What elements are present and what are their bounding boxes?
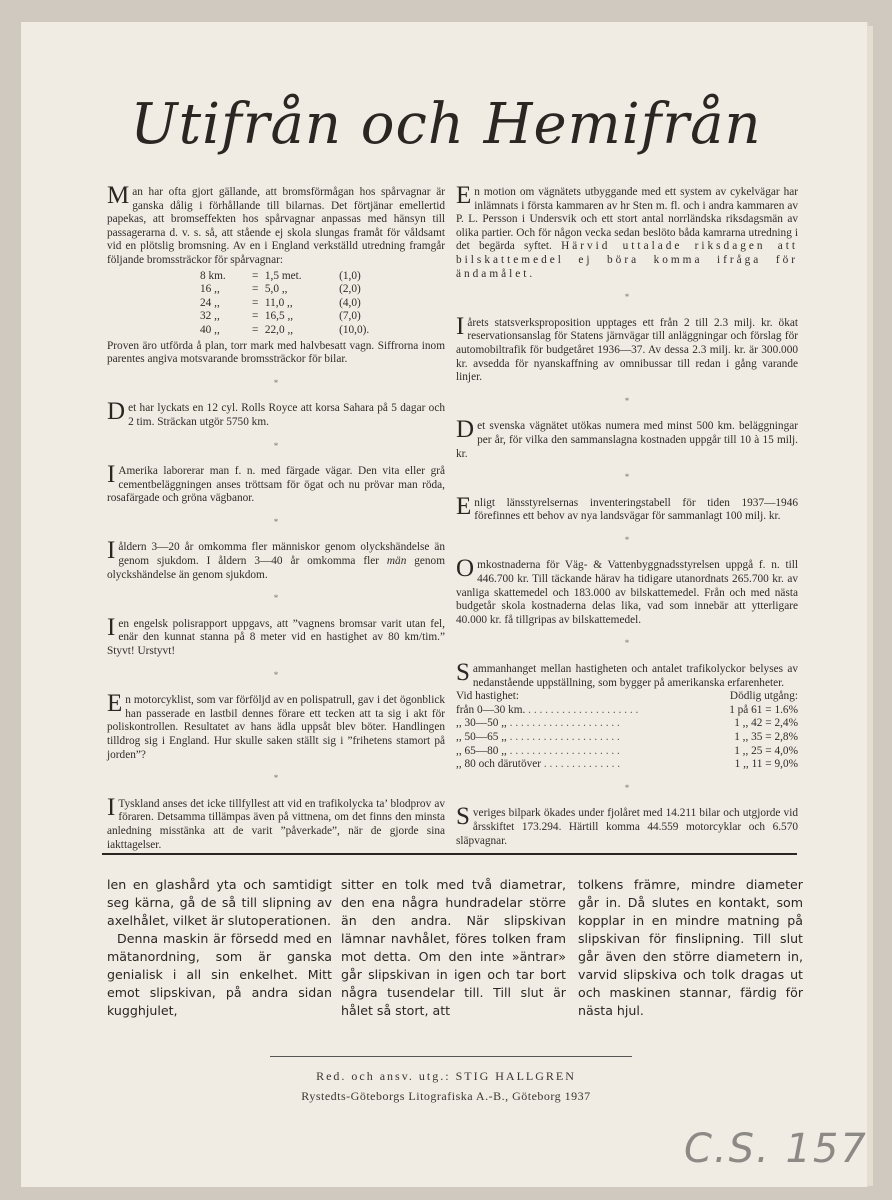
- right-column: [456, 182, 799, 858]
- brake-row: [200, 324, 400, 338]
- speed-row: [456, 745, 798, 759]
- brake-eq: =: [252, 323, 259, 336]
- page-title: Utifrån och Hemifrån: [130, 92, 762, 157]
- article-text: årets statsverksproposition upptages ett från 2 till 2.3 milj. kr. ökat reservationsanslag för Statens järnvägar till anläggningar och förslag för automobiltrafik för budgetåret 1936—37. Av dessa 2.3 milj. kr. är 300.000 kr. avsedda för nyanskaffning av omnibussar till redan i gång varande linjer.: [456, 316, 798, 384]
- speed-row: [456, 704, 798, 718]
- speed-label: ,, 80 och därutöver: [456, 758, 542, 771]
- article-speed-accidents: [456, 659, 798, 772]
- drop-cap: E: [107, 690, 123, 718]
- speed-label: från 0—30 km.: [456, 703, 526, 716]
- separator-star: *: [624, 534, 630, 545]
- left-column: [107, 182, 445, 862]
- article-road-network: [456, 416, 798, 461]
- speed-range: ,, 65—80 ,, . . . . . . . . . . . . . . . . . . . .: [456, 744, 620, 757]
- article-brakes: [107, 182, 445, 367]
- article-budget: [456, 312, 798, 385]
- article-text: et svenska vägnätet utökas numera med minst 500 km. beläggningar per år, för vilka den sammanslagna kostnaden uppgår till 10 à 15 milj. kr.: [456, 420, 798, 460]
- separator-star: *: [273, 377, 279, 388]
- article-text: åldern 3—20 år omkomma fler människor genom olyckshändelse än genom sjukdom. I åldern 3—40 år omkomma fler: [118, 541, 445, 568]
- drop-cap: M: [107, 182, 130, 209]
- brake-row: [200, 297, 400, 311]
- separator-star: *: [273, 773, 279, 784]
- section-divider: [102, 853, 797, 855]
- article-text: an har ofta gjort gällande, att bromsförmågan hos spårvagnar är ganska dålig i förhållande till bilarnas. Det förtjänar emellertid papekas, att bromseffekten hos spårvagnar anpassas med hänsyn till passagerarna d. v. s. så, att stående ej skola slungas framåt för våldsamt vid en plötslig bromsning. Av en i England verkställd utredning framgår följande bromssträckor för spårvagnar:: [107, 186, 445, 266]
- drop-cap: E: [456, 492, 472, 520]
- article-text: Tyskland anses det icke tillfyllest att vid en trafikolycka ta’ blodprov av föraren. Detsamma tillämpas även på vittnena, om det finns den minsta anledning misstänka att de varit ”påverkade”, när de gjorde sina iakttagelser.: [107, 797, 445, 851]
- brake-speed: 8 km.: [200, 269, 226, 282]
- bottom-paragraph: Denna maskin är försedd med en mätanordning, som är ganska genialisk i all sin enkelhet. Mitt emot slipskivan, på andra sidan kugghjulet,: [107, 931, 332, 1018]
- fatality-rate: 1 ,, 11 = 9,0%: [734, 758, 798, 771]
- fatality-rate: 1 ,, 42 = 2,4%: [734, 717, 798, 730]
- article-sahara: [107, 398, 445, 429]
- spaced-text: Härvid uttalade riksdagen att bilskattemedel ej böra komma ifråga för ändamålet.: [456, 240, 799, 280]
- brake-car: (1,0): [339, 269, 361, 282]
- brake-car: (10,0).: [339, 323, 370, 336]
- brake-row: [200, 283, 400, 297]
- article-text: en engelsk polisrapport uppgavs, att ”vagnens bromsar varit utan fel, enär den kunnat stanna på 8 meter vid en hastighet av 80 km/tim.” Styvt! Urstyvt!: [107, 617, 445, 658]
- speed-range: ,, 30—50 ,, . . . . . . . . . . . . . . . . . . . .: [456, 717, 620, 730]
- fatality-rate: 1 ,, 35 = 2,8%: [734, 731, 798, 743]
- footer-editor: Red. och ansv. utg.: STIG HALLGREN: [316, 1069, 576, 1083]
- article-costs: [456, 555, 798, 627]
- article-text: Amerika laborerar man f. n. med färgade vägar. Den vita eller grå cementbeläggningen anses tröttsam för ögat och nu prövar man röda, rosafärgade och gröna vägbanor.: [107, 465, 445, 505]
- separator-star: *: [273, 593, 279, 604]
- article-car-fleet: [456, 803, 798, 848]
- brake-eq: =: [252, 283, 259, 296]
- drop-cap: I: [107, 537, 116, 565]
- separator-star: *: [624, 292, 630, 303]
- drop-cap: I: [107, 613, 116, 641]
- handwritten-annotation: C.S. 157: [684, 1126, 868, 1172]
- article-germany: [107, 793, 445, 852]
- brake-tram: 11,0 ,,: [264, 296, 293, 309]
- bottom-paragraph: tolkens främre, mindre diameter går in. Då slutes en kontakt, som kopplar in en mindre matning på slipskivan för finslipning. Till slut går även den större diametern in, varvid slipskiva och tolk dragas ut och maskinen stannar, färdig för nästa hjul.: [578, 877, 803, 1018]
- bottom-paragraph: len en glashård yta och samtidigt seg kärna, gå de så till slipning av axelhålet, vilket är slutoperationen.: [107, 877, 332, 928]
- brake-car: (2,0): [339, 283, 361, 296]
- article-text: n motorcyklist, som var förföljd av en polispatrull, gav i det ögonblick han passerade en lastbil dennes förare ett tecken att ta sig i akt för poliskontrollen. Resultatet av hans ädla uppsåt blev böter. Handlingen tilldrog sig i England. Hur skulle saken ställt sig i ”frihetens stamort på jorden”?: [107, 694, 445, 761]
- article-text: et har lyckats en 12 cyl. Rolls Royce att korsa Sahara på 5 dagar och 2 tim. Sträckan utgör 5750 km.: [128, 402, 445, 428]
- article-inventory: [456, 492, 798, 524]
- article-text: mkostnaderna för Väg- & Vattenbyggnadsstyrelsen uppgå f. n. till 446.700 kr. Till täckande härav ha tidigare utanordnats 265.700 kr. av vanliga skattemedel och 183.000 av bilskattemedel. Från och med nästa budgetår skola kostnaderna delas lika, vad som innebär att ytterligare 40.000 kr. få tillgripas av bilskattemedel.: [456, 559, 798, 626]
- drop-cap: I: [456, 312, 465, 340]
- article-text: nligt länsstyrelsernas inventeringstabell för tiden 1937—1946 förefinnes ett behov av nya landsvägar för sammanlagt 100 milj. kr.: [474, 496, 798, 523]
- drop-cap: S: [456, 659, 470, 687]
- brake-tram: 22,0 ,,: [264, 323, 294, 336]
- speed-range: ,, 50—65 ,, . . . . . . . . . . . . . . . . . . . .: [456, 731, 620, 743]
- article-text: genom olyckshändelse än genom sjukdom.: [107, 555, 445, 581]
- brake-speed: 24 ,,: [200, 296, 220, 309]
- brake-car: (4,0): [339, 296, 361, 309]
- bottom-column-1: [107, 876, 332, 1020]
- article-motorcyclist: [107, 690, 445, 762]
- drop-cap: S: [456, 803, 470, 831]
- brake-speed: 32 ,,: [200, 310, 220, 323]
- drop-cap: D: [456, 416, 475, 444]
- bottom-column-3: [578, 876, 803, 1020]
- speed-table: [456, 690, 798, 772]
- speed-label: ,, 30—50 ,,: [456, 717, 507, 730]
- brake-eq: =: [252, 269, 259, 282]
- bottom-paragraph: sitter en tolk med två diametrar, den ena några hundradelar större än den andra. När slipskivan lämnar navhålet, föres tolken fram mot detta. Om den inte »äntrar» går slipskivan in igen och tar bort några tusendelar till. Till slut är hålet så stort, att: [341, 877, 566, 1018]
- drop-cap: I: [107, 461, 116, 489]
- separator-star: *: [273, 669, 279, 680]
- brake-row: [200, 310, 400, 324]
- brake-speed: 40 ,,: [200, 323, 220, 336]
- drop-cap: O: [456, 555, 475, 583]
- brake-row: [200, 270, 400, 284]
- article-police-report: [107, 613, 445, 659]
- drop-cap: D: [107, 398, 126, 426]
- speed-header: Vid hastighet:: [456, 690, 520, 703]
- bottom-column-2: [341, 876, 566, 1020]
- fatality-rate: 1 på 61 = 1.6%: [729, 703, 798, 716]
- article-text: Proven äro utförda å plan, torr mark med halvbesatt vagn. Siffrorna inom parentes angiva motsvarande bromssträckor för bilar.: [107, 339, 445, 366]
- separator-star: *: [624, 638, 630, 649]
- emphasis-text: män: [386, 555, 407, 568]
- drop-cap: I: [107, 793, 116, 821]
- footer-printer: Rystedts-Göteborgs Litografiska A.-B., Göteborg 1937: [301, 1089, 591, 1103]
- article-cycle-paths: [456, 182, 799, 281]
- article-text: ammanhanget mellan hastigheten och antalet trafikolyckor belyses av nedanstående uppställning, som bygger på amerikanska erfarenheter.: [472, 663, 798, 689]
- brake-car: (7,0): [339, 310, 361, 323]
- brake-tram: 5,0 ,,: [264, 283, 288, 296]
- separator-star: *: [624, 395, 630, 406]
- separator-star: *: [624, 472, 630, 483]
- speed-row: [456, 758, 798, 772]
- article-text: n motion om vägnätets utbyggande med ett system av cykelvägar har inlämnats i första kammaren av hr Sten m. fl. och i andra kammaren av P. L. Persson i Undersvik och ett stort antal norrländska riksdagsmän av olika partier. Och för någon vecka sedan beslöto båda kamrarna utredning i det begärda syftet.: [456, 186, 798, 253]
- brake-eq: =: [252, 296, 259, 309]
- fatality-rate: 1 ,, 25 = 4,0%: [734, 744, 798, 757]
- article-accidents-age: [107, 537, 445, 582]
- speed-row: [456, 717, 798, 731]
- page-edge: [867, 26, 873, 1186]
- brake-tram: 16,5 ,,: [264, 310, 294, 323]
- drop-cap: E: [456, 182, 472, 209]
- fatality-header: Dödlig utgång:: [729, 690, 798, 703]
- speed-label: ,, 50—65 ,,: [456, 731, 507, 743]
- brake-tram: 1,5 met.: [264, 269, 302, 282]
- footer-rule: [270, 1056, 632, 1057]
- separator-star: *: [273, 440, 279, 451]
- speed-table-header: [456, 690, 798, 704]
- separator-star: *: [273, 516, 279, 527]
- brake-eq: =: [252, 310, 259, 323]
- brake-speed: 16 ,,: [200, 283, 220, 296]
- article-text: veriges bilpark ökades under fjolåret med 14.211 bilar och utgjorde vid årsskiftet 173.294. Härtill komma 44.559 motorcyklar och 6.570 släpvagnar.: [456, 807, 798, 847]
- article-colored-roads: [107, 461, 445, 506]
- speed-row: [456, 731, 798, 745]
- speed-range: ,, 80 och därutöver . . . . . . . . . . . . . .: [456, 758, 621, 771]
- speed-label: ,, 65—80 ,,: [456, 744, 507, 757]
- brake-table: [200, 270, 400, 338]
- separator-star: *: [624, 782, 630, 793]
- speed-range: från 0—30 km. . . . . . . . . . . . . . . . . . . . .: [456, 703, 639, 716]
